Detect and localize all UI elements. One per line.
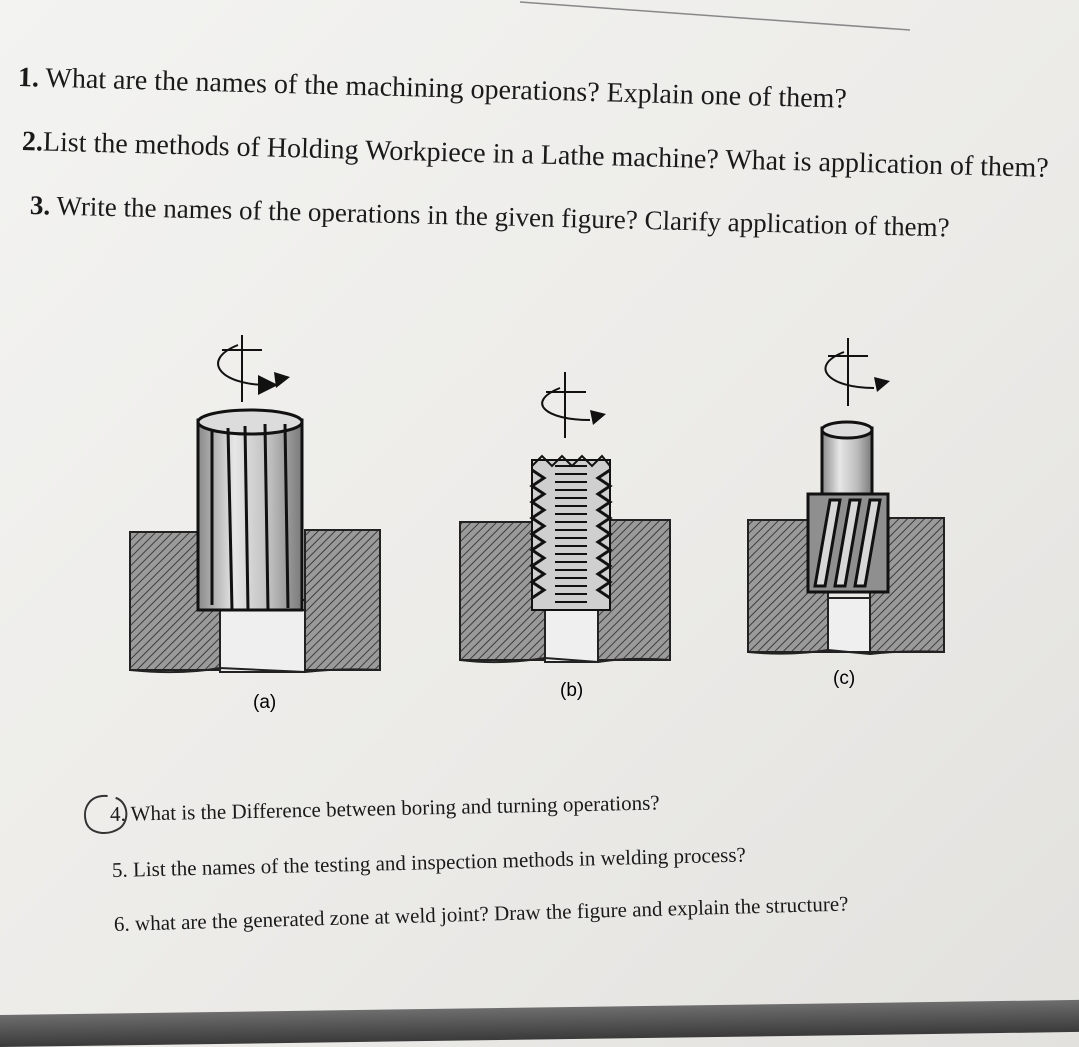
question-text: Write the names of the operations in the given figure? Clarify application of them?	[49, 190, 950, 243]
question-text: List the names of the testing and inspection methods in welding process?	[127, 842, 747, 882]
figure-caption-c: (c)	[833, 668, 856, 689]
operation-b-figure	[460, 372, 670, 701]
question-text: what are the generated zone at weld joint? Draw the figure and explain the structure?	[129, 891, 849, 936]
question-number: 5.	[111, 857, 129, 882]
question-number: 2.	[21, 126, 44, 158]
figure-caption-b: (b)	[560, 680, 584, 701]
question-text: List the methods of Holding Workpiece in a Lathe machine? What is application of them?	[42, 126, 1050, 184]
question-number: 1.	[17, 62, 40, 94]
figure-caption-a: (a)	[253, 692, 277, 713]
hand-drawn-circle-mark	[77, 790, 134, 839]
operation-c-figure	[748, 338, 944, 689]
question-number: 6.	[113, 911, 131, 936]
operation-a-figure	[130, 335, 380, 713]
question-number: 3.	[29, 190, 51, 221]
question-number: 4.	[109, 801, 126, 826]
question-text: What is the Difference between boring and turning operations?	[125, 790, 660, 826]
question-text: What are the names of the machining operations? Explain one of them?	[38, 62, 848, 115]
